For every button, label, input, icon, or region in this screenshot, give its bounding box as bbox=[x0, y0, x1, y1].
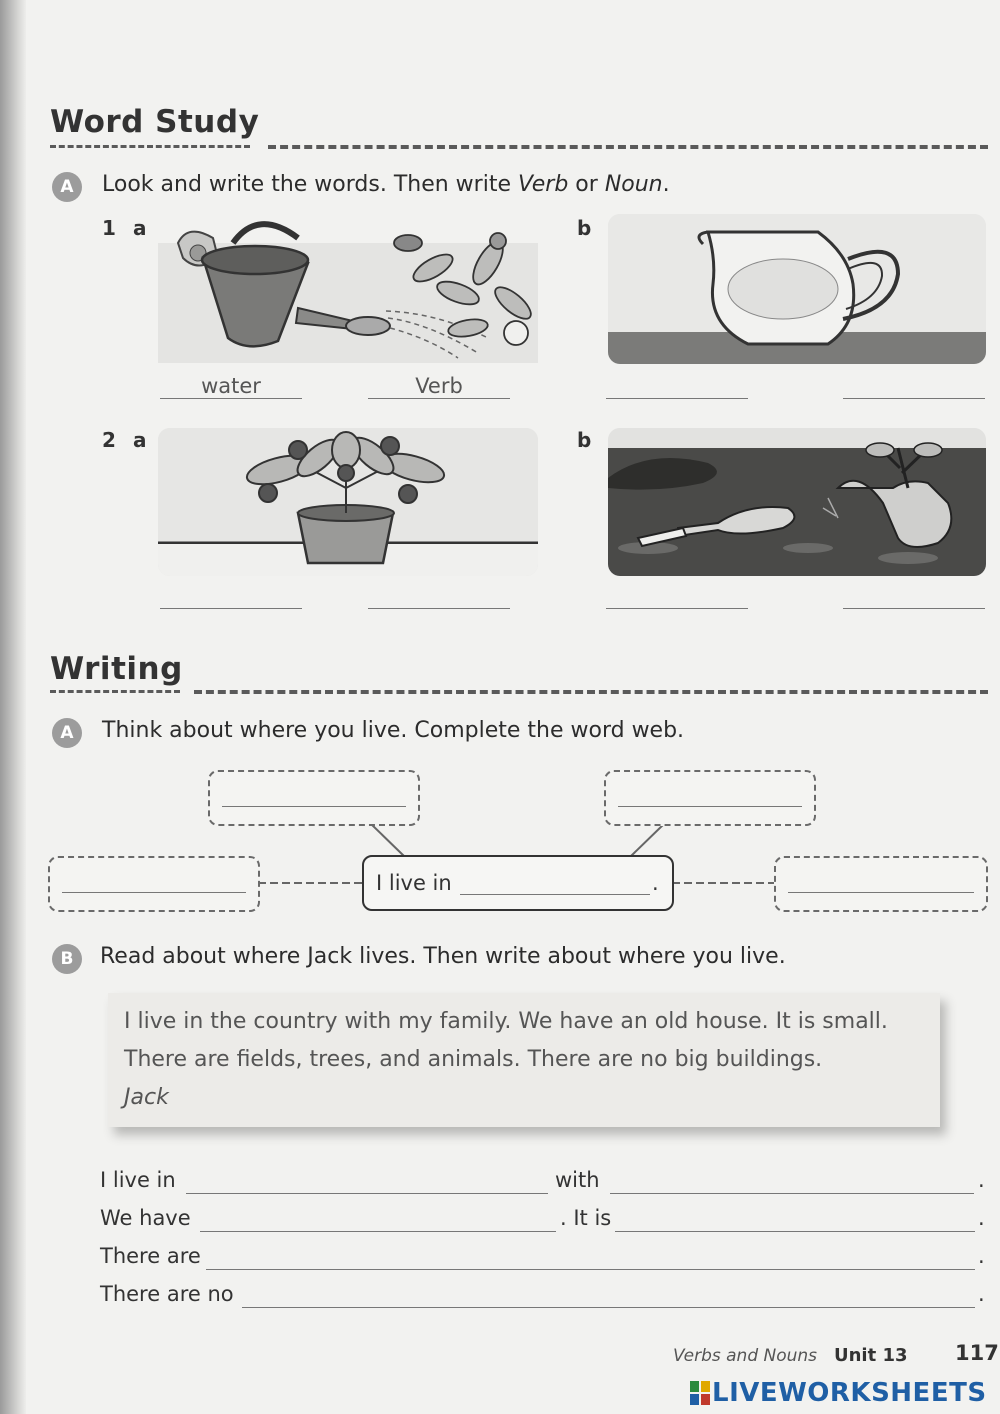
answer-line-1a-word[interactable] bbox=[160, 398, 302, 399]
answer-line-1a-type[interactable] bbox=[368, 398, 510, 399]
writing-rule bbox=[194, 690, 988, 694]
web-center-box bbox=[362, 855, 674, 911]
item-number-2: 2 bbox=[102, 428, 116, 452]
sentence-4-blank[interactable] bbox=[242, 1307, 975, 1308]
writing-a-badge: A bbox=[52, 718, 82, 748]
sentence-1-start: I live in bbox=[100, 1168, 176, 1192]
sentence-2-blank-have[interactable] bbox=[200, 1231, 556, 1232]
writing-title: Writing bbox=[50, 651, 183, 687]
reading-author: Jack bbox=[124, 1085, 169, 1110]
footer-unit: Unit 13 bbox=[834, 1345, 908, 1366]
sentence-2-blank-it-is[interactable] bbox=[615, 1231, 975, 1232]
writing-rule-left bbox=[50, 690, 180, 693]
web-box-top-right[interactable] bbox=[604, 770, 816, 826]
writing-b-instruction: Read about where Jack lives. Then write about where you live. bbox=[100, 944, 786, 969]
item-1b-label: b bbox=[577, 216, 592, 240]
liveworksheets-logo bbox=[690, 1378, 987, 1408]
answer-line-2b-word[interactable] bbox=[606, 608, 748, 609]
sentence-2-period: . bbox=[978, 1206, 985, 1230]
writing-a-instruction: Think about where you live. Complete the word web. bbox=[102, 718, 685, 743]
jug-picture bbox=[608, 214, 986, 364]
web-box-left[interactable] bbox=[48, 856, 260, 912]
garden-soil-picture bbox=[608, 428, 986, 576]
word-study-title: Word Study bbox=[50, 104, 260, 140]
word-study-instruction: Look and write the words. Then write Verb or Noun. bbox=[102, 172, 670, 197]
answer-line-2a-type[interactable] bbox=[368, 608, 510, 609]
sentence-3-blank[interactable] bbox=[206, 1269, 975, 1270]
footer-page-number: 117 bbox=[955, 1341, 999, 1365]
answer-1a-type[interactable]: Verb bbox=[415, 374, 463, 398]
writing-b-badge: B bbox=[52, 944, 82, 974]
sentence-4-period: . bbox=[978, 1282, 985, 1306]
liveworksheets-wordmark: LIVEWORKSHEETS bbox=[712, 1378, 987, 1408]
section-a-badge: A bbox=[52, 172, 82, 202]
sentence-2-it-is: . It is bbox=[560, 1206, 612, 1230]
web-center-answer-line[interactable] bbox=[460, 894, 650, 895]
web-box-top-left[interactable] bbox=[208, 770, 420, 826]
answer-line-1b-word[interactable] bbox=[606, 398, 748, 399]
sentence-1-period: . bbox=[978, 1168, 985, 1192]
answer-line-2b-type[interactable] bbox=[843, 608, 985, 609]
sentence-3-period: . bbox=[978, 1244, 985, 1268]
answer-1a-word[interactable]: water bbox=[201, 374, 261, 398]
word-study-rule-left bbox=[50, 145, 250, 148]
item-2b-label: b bbox=[577, 428, 592, 452]
answer-line-2a-word[interactable] bbox=[160, 608, 302, 609]
item-2a-label: a bbox=[133, 428, 147, 452]
answer-line-1b-type[interactable] bbox=[843, 398, 985, 399]
reading-line-2: There are fields, trees, and animals. There are no big buildings. bbox=[124, 1047, 823, 1072]
sentence-3-start: There are bbox=[100, 1244, 201, 1268]
reading-line-1: I live in the country with my family. We have an old house. It is small. bbox=[124, 1009, 888, 1034]
word-study-rule bbox=[268, 145, 988, 149]
web-box-right[interactable] bbox=[774, 856, 988, 912]
item-number-1: 1 bbox=[102, 216, 116, 240]
web-center-prefix: I live in bbox=[376, 871, 452, 895]
potted-plant-picture bbox=[158, 428, 538, 576]
web-center-period: . bbox=[652, 871, 659, 895]
sentence-2-start: We have bbox=[100, 1206, 191, 1230]
jack-reading-box bbox=[108, 993, 940, 1127]
sentence-4-start: There are no bbox=[100, 1282, 234, 1306]
item-1a-label: a bbox=[133, 216, 147, 240]
footer-topic: Verbs and Nouns bbox=[673, 1346, 818, 1366]
liveworksheets-logo-icon bbox=[690, 1381, 710, 1405]
sentence-1-blank-place[interactable] bbox=[186, 1193, 548, 1194]
sentence-1-with: with bbox=[555, 1168, 600, 1192]
watering-can-picture bbox=[158, 213, 538, 363]
book-spine-shadow bbox=[0, 0, 26, 1414]
sentence-1-blank-with[interactable] bbox=[610, 1193, 974, 1194]
